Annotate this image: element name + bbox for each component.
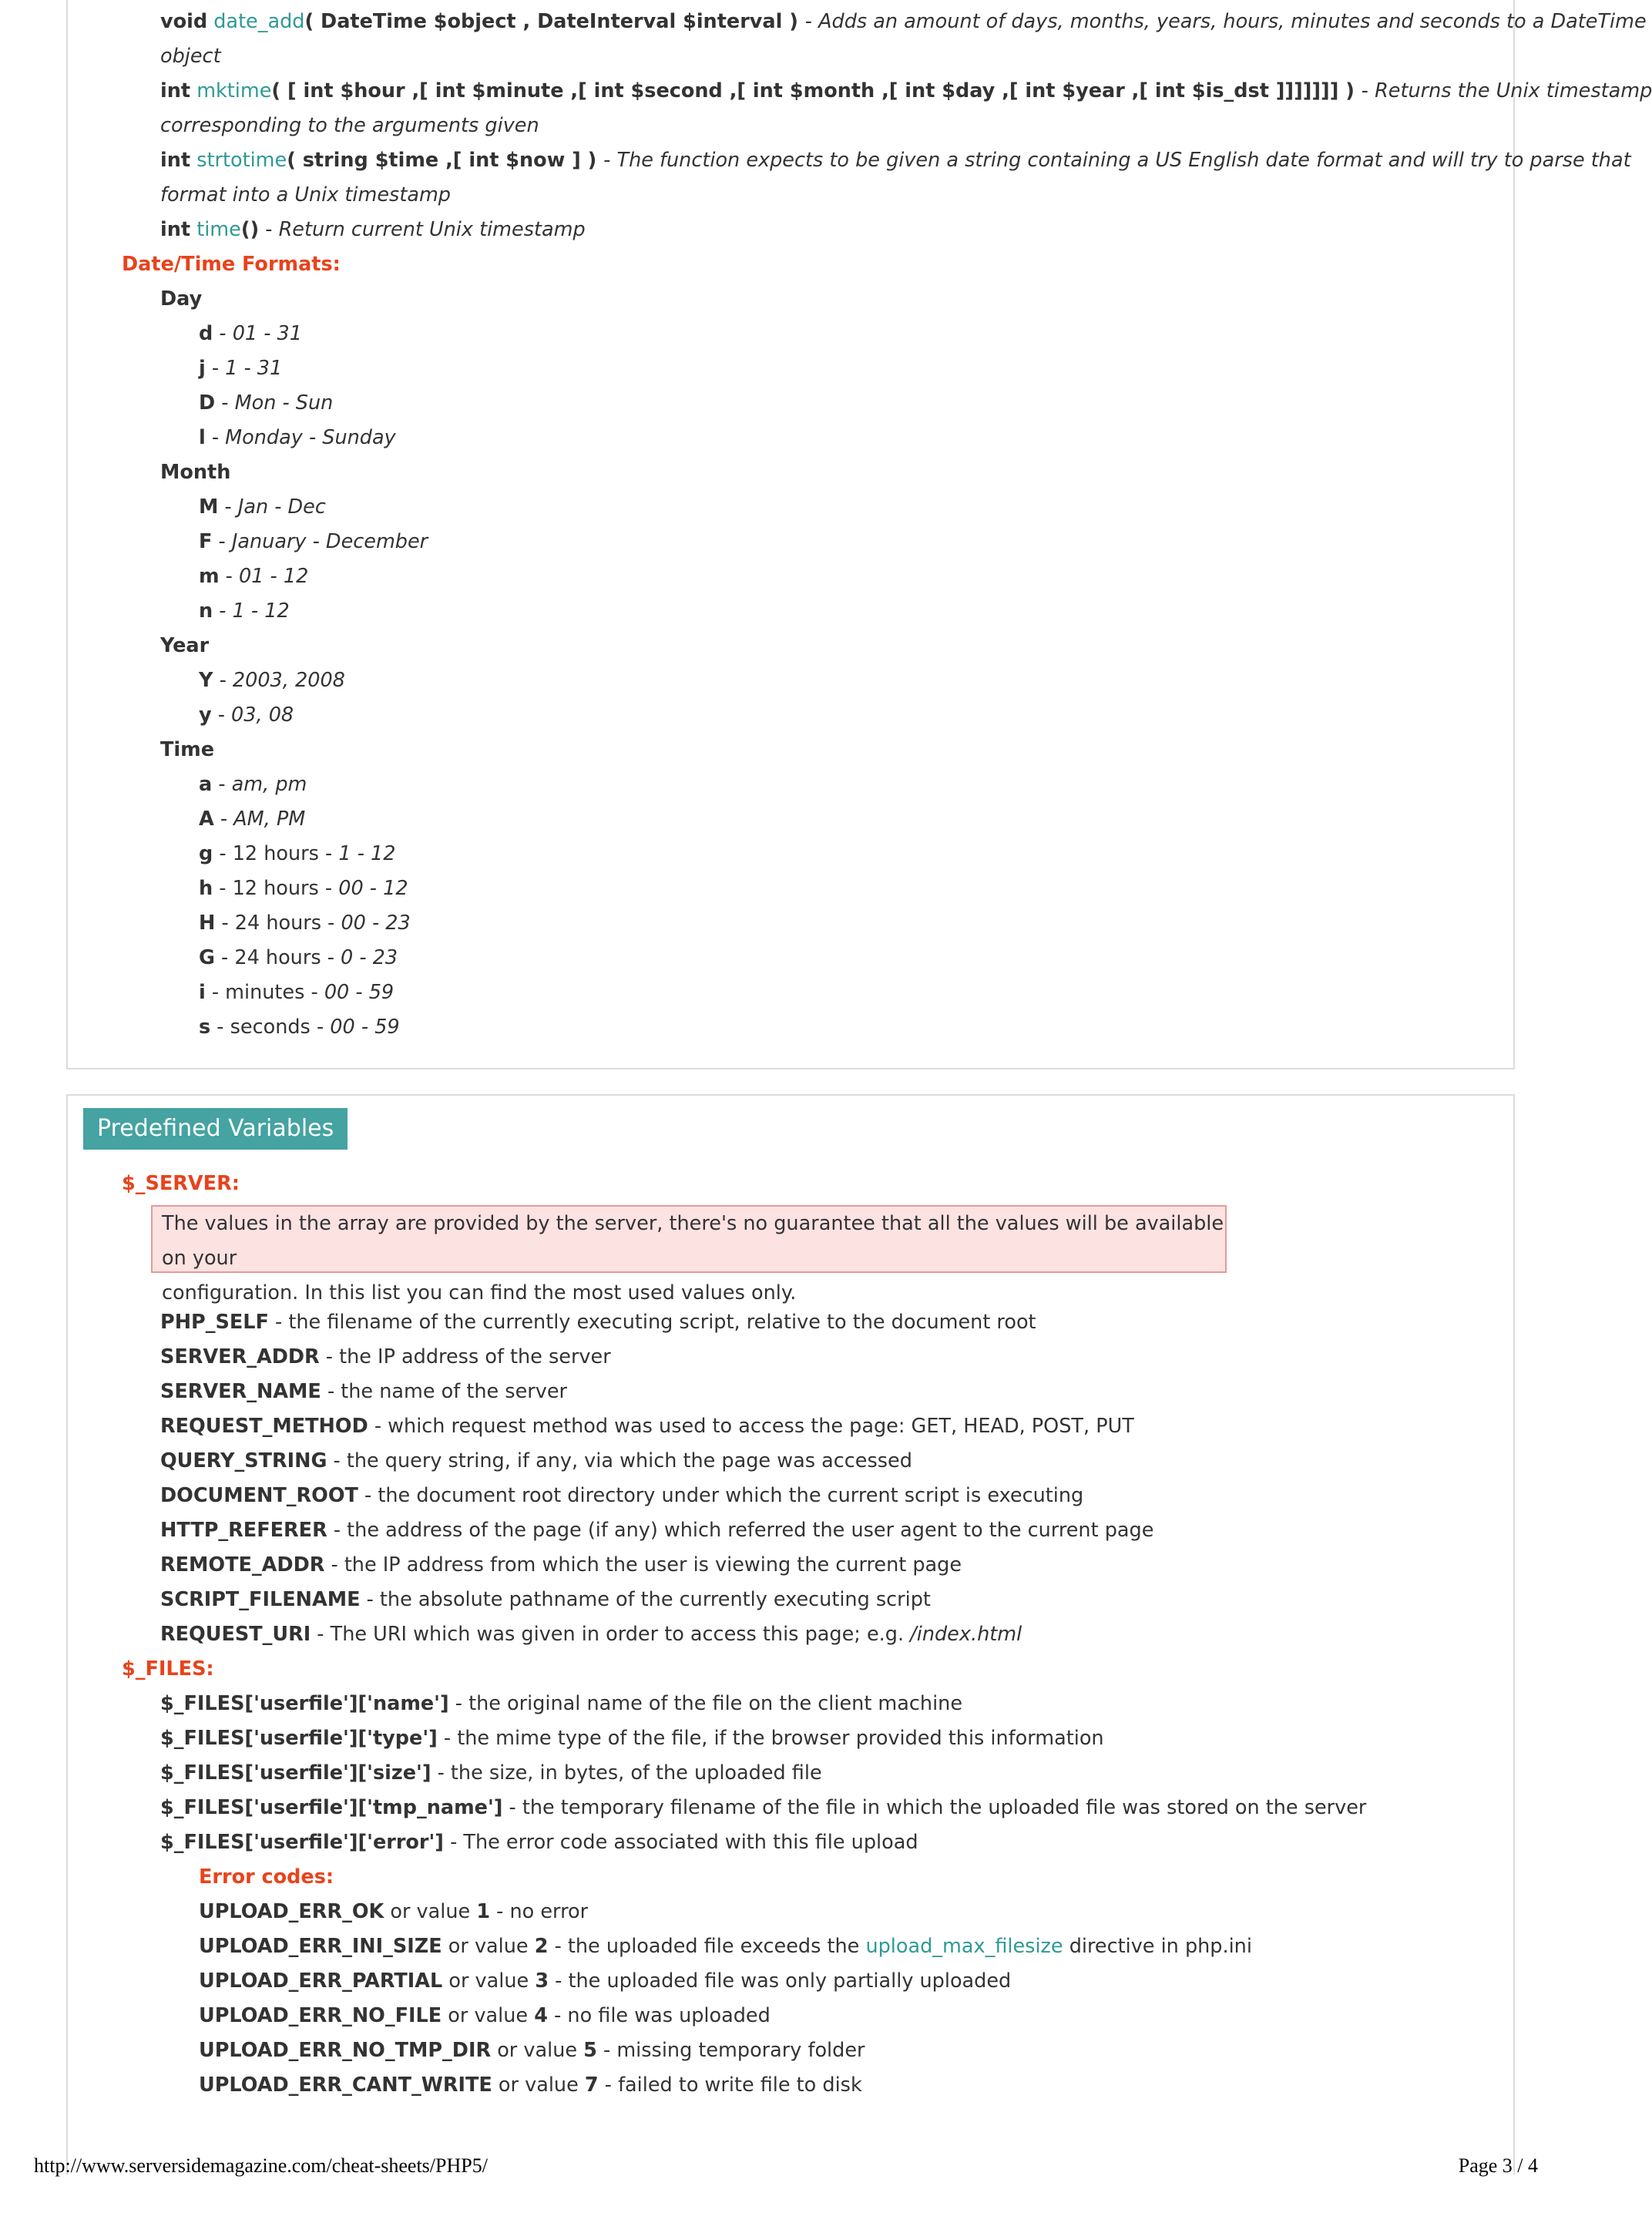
server-var-item: DOCUMENT_ROOT - the document root directory under which the current script is executing xyxy=(160,1484,1084,1507)
server-var-item: SCRIPT_FILENAME - the absolute pathname of the currently executing script xyxy=(160,1588,931,1611)
format-item: G - 24 hours - 0 - 23 xyxy=(199,946,398,969)
time-signature: int time() - Return current Unix timestamp xyxy=(160,218,586,241)
format-item: m - 01 - 12 xyxy=(199,565,309,588)
format-item: y - 03, 08 xyxy=(199,703,294,727)
date-add-signature: void date_add( DateTime $object , DateInterval $interval ) - Adds an amount of days, months, years, hours, minutes and seconds to a DateTime xyxy=(160,10,1647,33)
section-title: Predefined Variables xyxy=(83,1108,348,1150)
upload-max-filesize-link[interactable]: upload_max_filesize xyxy=(865,1935,1063,1958)
mktime-signature: int mktime( [ int $hour ,[ int $minute ,[ int $second ,[ int $month ,[ int $day ,[ int $year ,[ int $is_dst ]]]]]]] ) - Returns the Unix timestamp xyxy=(160,79,1652,102)
format-item: g - 12 hours - 1 - 12 xyxy=(199,842,396,865)
files-var-item: $_FILES['userfile']['name'] - the original name of the file on the client machine xyxy=(160,1692,963,1715)
predefined-variables-panel xyxy=(66,1094,1515,2174)
month-group-label: Month xyxy=(160,461,231,484)
server-var-item: HTTP_REFERER - the address of the page (if any) which referred the user agent to the current page xyxy=(160,1519,1154,1542)
server-var-item: SERVER_ADDR - the IP address of the server xyxy=(160,1345,611,1368)
files-var-item: $_FILES['userfile']['type'] - the mime type of the file, if the browser provided this information xyxy=(160,1727,1104,1750)
error-code-item: UPLOAD_ERR_CANT_WRITE or value 7 - failed to write file to disk xyxy=(199,2074,862,2097)
server-note-box: The values in the array are provided by the server, there's no guarantee that all the values will be available on your configuration. In this list you can find the most used values only. xyxy=(151,1205,1227,1273)
format-item: H - 24 hours - 00 - 23 xyxy=(199,912,411,935)
format-item: D - Mon - Sun xyxy=(199,391,334,415)
error-code-item: UPLOAD_ERR_INI_SIZE or value 2 - the uploaded file exceeds the upload_max_filesize directive in php.ini xyxy=(199,1935,1252,1958)
year-group-label: Year xyxy=(160,634,210,657)
server-var-item: SERVER_NAME - the name of the server xyxy=(160,1380,568,1403)
format-item: M - Jan - Dec xyxy=(199,495,326,519)
format-item: Y - 2003, 2008 xyxy=(199,669,345,692)
format-item: d - 01 - 31 xyxy=(199,322,302,345)
format-item: s - seconds - 00 - 59 xyxy=(199,1016,400,1039)
error-code-item: UPLOAD_ERR_PARTIAL or value 3 - the uploaded file was only partially uploaded xyxy=(199,1969,1012,1993)
format-item: i - minutes - 00 - 59 xyxy=(199,981,395,1004)
mktime-desc-cont: corresponding to the arguments given xyxy=(160,114,539,137)
footer-page-number: Page 3 / 4 xyxy=(1458,2154,1538,2177)
server-var-item: REMOTE_ADDR - the IP address from which the user is viewing the current page xyxy=(160,1553,962,1577)
server-var-item: QUERY_STRING - the query string, if any, via which the page was accessed xyxy=(160,1449,912,1472)
error-codes-heading: Error codes: xyxy=(199,1865,334,1889)
time-group-label: Time xyxy=(160,738,215,761)
files-heading: $_FILES: xyxy=(122,1657,214,1681)
format-item: A - AM, PM xyxy=(199,808,306,831)
format-item: j - 1 - 31 xyxy=(199,357,283,380)
format-item: F - January - December xyxy=(199,530,428,553)
mktime-link[interactable]: mktime xyxy=(196,79,272,102)
day-group-label: Day xyxy=(160,287,203,311)
files-var-item: $_FILES['userfile']['error'] - The error code associated with this file upload xyxy=(160,1831,918,1854)
files-var-item: $_FILES['userfile']['size'] - the size, in bytes, of the uploaded file xyxy=(160,1761,822,1785)
server-var-item: PHP_SELF - the filename of the currently executing script, relative to the document root xyxy=(160,1311,1036,1334)
error-code-item: UPLOAD_ERR_OK or value 1 - no error xyxy=(199,1900,589,1923)
time-link[interactable]: time xyxy=(196,218,241,241)
format-item: a - am, pm xyxy=(199,773,307,796)
footer-url: http://www.serversidemagazine.com/cheat-sheets/PHP5/ xyxy=(34,2154,488,2177)
error-code-item: UPLOAD_ERR_NO_FILE or value 4 - no file was uploaded xyxy=(199,2004,771,2027)
files-var-item: $_FILES['userfile']['tmp_name'] - the temporary filename of the file in which the uploaded file was stored on the server xyxy=(160,1796,1367,1819)
strtotime-signature: int strtotime( string $time ,[ int $now ] ) - The function expects to be given a string containing a US English date format and will try to parse that xyxy=(160,149,1631,172)
date-time-formats-heading: Date/Time Formats: xyxy=(122,253,341,276)
error-code-item: UPLOAD_ERR_NO_TMP_DIR or value 5 - missing temporary folder xyxy=(199,2039,865,2062)
strtotime-desc-cont: format into a Unix timestamp xyxy=(160,183,451,207)
date-add-link[interactable]: date_add xyxy=(213,10,305,33)
server-var-item: REQUEST_URI - The URI which was given in order to access this page; e.g. /index.html xyxy=(160,1623,1022,1646)
format-item: h - 12 hours - 00 - 12 xyxy=(199,877,408,900)
strtotime-link[interactable]: strtotime xyxy=(196,149,287,172)
format-item: n - 1 - 12 xyxy=(199,599,290,623)
server-var-item: REQUEST_METHOD - which request method was used to access the page: GET, HEAD, POST, PUT xyxy=(160,1415,1134,1438)
server-heading: $_SERVER: xyxy=(122,1172,240,1195)
date-add-desc-cont: object xyxy=(160,45,221,68)
date-functions-panel xyxy=(66,0,1652,1069)
format-item: l - Monday - Sunday xyxy=(199,426,396,449)
